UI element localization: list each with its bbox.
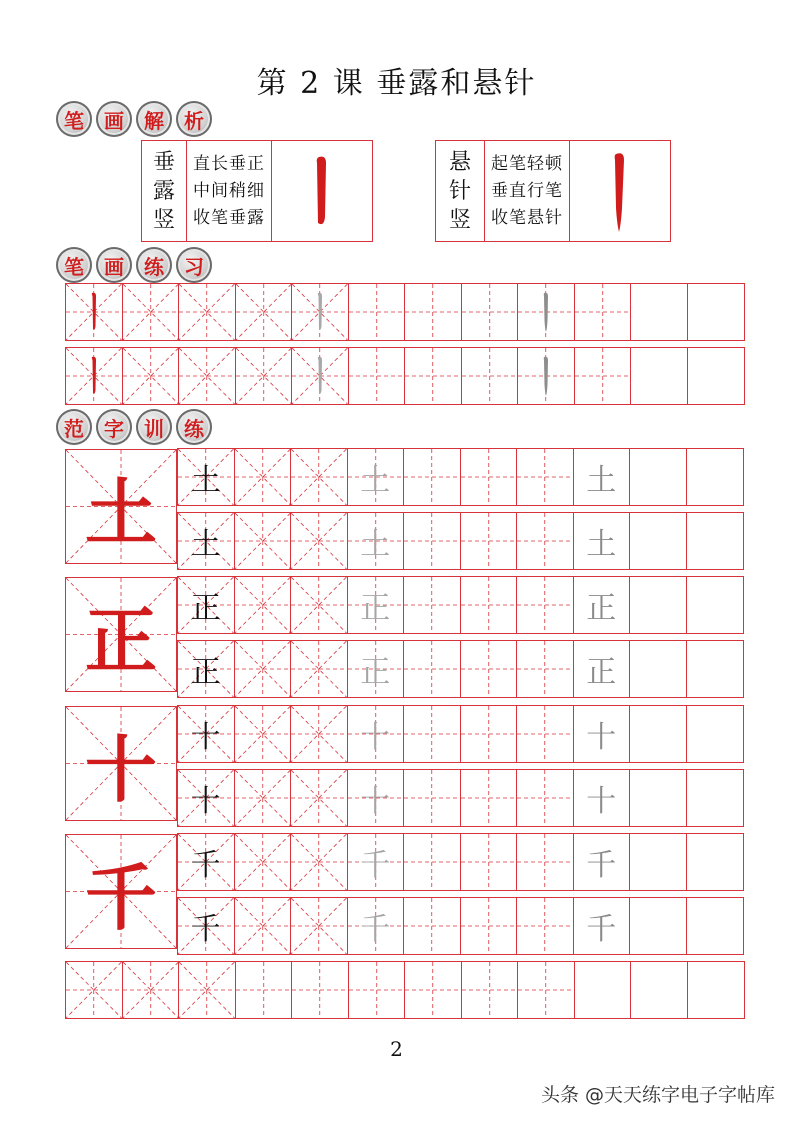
writing-cell[interactable] <box>687 641 744 697</box>
section-badge: 画 <box>96 101 132 137</box>
writing-cell[interactable] <box>687 706 744 762</box>
writing-cell[interactable] <box>235 834 292 890</box>
writing-cell[interactable] <box>178 641 235 697</box>
writing-cell[interactable] <box>574 834 631 890</box>
writing-cell[interactable] <box>178 834 235 890</box>
writing-cell[interactable] <box>630 449 687 505</box>
writing-cell[interactable] <box>574 513 631 569</box>
writing-cell[interactable] <box>123 962 180 1018</box>
writing-cell[interactable] <box>66 284 123 340</box>
stroke-desc-line: 收笔悬针 <box>491 207 563 228</box>
page-title: 第 2 课 垂露和悬针 <box>256 66 537 101</box>
writing-cell[interactable] <box>461 898 518 954</box>
writing-cell[interactable] <box>178 706 235 762</box>
writing-cell[interactable] <box>687 513 744 569</box>
writing-cell[interactable] <box>236 284 293 340</box>
character-glyph: 千 <box>586 912 617 947</box>
writing-cell[interactable] <box>291 834 348 890</box>
writing-cell[interactable] <box>461 834 518 890</box>
writing-cell[interactable] <box>235 641 292 697</box>
writing-cell[interactable] <box>123 348 180 404</box>
writing-cell[interactable] <box>574 449 631 505</box>
section-badge: 练 <box>136 247 172 283</box>
writing-cell[interactable] <box>461 449 518 505</box>
writing-cell[interactable] <box>178 449 235 505</box>
section-badge: 字 <box>96 409 132 445</box>
writing-cell[interactable] <box>688 284 745 340</box>
stroke-sample-chuilu <box>272 141 372 241</box>
stroke-name-char: 悬 <box>448 149 471 175</box>
stroke-name <box>142 141 187 241</box>
stroke-name-char: 垂 <box>152 149 175 175</box>
writing-cell[interactable] <box>235 513 292 569</box>
writing-cell[interactable] <box>291 898 348 954</box>
section-badge: 析 <box>176 101 212 137</box>
writing-cell[interactable] <box>404 641 461 697</box>
practice-row <box>177 833 744 891</box>
character-glyph: 土 <box>190 463 221 498</box>
character-glyph: 土 <box>360 463 391 498</box>
writing-cell[interactable] <box>630 834 687 890</box>
writing-cell[interactable] <box>405 284 462 340</box>
writing-cell[interactable] <box>178 898 235 954</box>
practice-row <box>177 448 744 506</box>
character-glyph: 千 <box>360 912 391 947</box>
character-glyph: 土 <box>586 527 617 562</box>
writing-cell[interactable] <box>517 834 574 890</box>
writing-cell[interactable] <box>235 706 292 762</box>
writing-cell[interactable] <box>179 962 236 1018</box>
writing-cell[interactable] <box>630 706 687 762</box>
writing-cell[interactable] <box>687 770 744 826</box>
character-glyph: 千 <box>190 912 221 947</box>
stroke-description <box>187 141 272 241</box>
writing-cell[interactable] <box>123 284 180 340</box>
writing-cell[interactable] <box>404 834 461 890</box>
character-glyph: 千 <box>360 848 391 883</box>
writing-cell[interactable] <box>291 770 348 826</box>
writing-cell[interactable] <box>348 898 405 954</box>
writing-cell[interactable] <box>575 962 632 1018</box>
writing-cell[interactable] <box>687 898 744 954</box>
practice-row <box>65 283 745 341</box>
character-glyph: 十 <box>190 784 221 819</box>
stroke-name <box>436 141 485 241</box>
writing-cell[interactable] <box>517 898 574 954</box>
writing-cell[interactable] <box>235 577 292 633</box>
character-glyph: 千 <box>586 848 617 883</box>
writing-cell[interactable] <box>518 962 575 1018</box>
writing-cell[interactable] <box>348 706 405 762</box>
section-badge: 笔 <box>56 101 92 137</box>
character-glyph: 十 <box>360 784 391 819</box>
practice-row <box>177 640 744 698</box>
model-character-box <box>65 577 177 692</box>
section-badge: 训 <box>136 409 172 445</box>
character-glyph: 正 <box>190 655 221 690</box>
watermark: 头条 @天天练字电子字帖库 <box>540 1084 775 1106</box>
writing-cell[interactable] <box>517 641 574 697</box>
writing-cell[interactable] <box>631 284 688 340</box>
writing-cell[interactable] <box>518 348 575 404</box>
model-character-box <box>65 449 177 564</box>
writing-cell[interactable] <box>404 577 461 633</box>
stroke-glyph <box>313 291 327 333</box>
character-glyph: 十 <box>586 784 617 819</box>
stroke-desc-line: 中间稍细 <box>193 180 265 201</box>
writing-cell[interactable] <box>517 513 574 569</box>
stroke-name-char: 露 <box>152 178 175 204</box>
writing-cell[interactable] <box>404 449 461 505</box>
writing-cell[interactable] <box>687 834 744 890</box>
character-glyph: 正 <box>360 655 391 690</box>
practice-row <box>65 347 745 405</box>
writing-cell[interactable] <box>574 577 631 633</box>
writing-cell[interactable] <box>462 962 519 1018</box>
writing-cell[interactable] <box>574 770 631 826</box>
writing-cell[interactable] <box>235 898 292 954</box>
stroke-glyph <box>87 355 101 397</box>
writing-cell[interactable] <box>349 284 406 340</box>
character-glyph: 十 <box>586 720 617 755</box>
writing-cell[interactable] <box>461 513 518 569</box>
writing-cell[interactable] <box>292 284 349 340</box>
writing-cell[interactable] <box>404 513 461 569</box>
section-badge: 范 <box>56 409 92 445</box>
writing-cell[interactable] <box>574 706 631 762</box>
writing-cell[interactable] <box>235 449 292 505</box>
model-character-box <box>65 706 177 821</box>
writing-cell[interactable] <box>349 962 406 1018</box>
stroke-info-xuanzhen <box>435 140 671 242</box>
section-badge: 画 <box>96 247 132 283</box>
writing-cell[interactable] <box>291 449 348 505</box>
section-header-practice <box>56 246 212 284</box>
writing-cell[interactable] <box>688 348 745 404</box>
writing-cell[interactable] <box>178 577 235 633</box>
character-glyph: 正 <box>190 591 221 626</box>
character-glyph: 正 <box>586 655 617 690</box>
stroke-glyph <box>87 291 101 333</box>
writing-cell[interactable] <box>631 962 688 1018</box>
writing-cell[interactable] <box>630 641 687 697</box>
section-header-analysis <box>56 100 212 138</box>
section-header-training <box>56 408 212 446</box>
writing-cell[interactable] <box>405 348 462 404</box>
writing-cell[interactable] <box>291 577 348 633</box>
section-badge: 练 <box>176 409 212 445</box>
character-glyph: 十 <box>190 720 221 755</box>
writing-cell[interactable] <box>179 284 236 340</box>
character-glyph: 正 <box>360 591 391 626</box>
writing-cell[interactable] <box>517 577 574 633</box>
writing-cell[interactable] <box>178 770 235 826</box>
writing-cell[interactable] <box>404 770 461 826</box>
model-character-box <box>65 834 177 949</box>
stroke-glyph <box>313 355 327 397</box>
writing-cell[interactable] <box>404 706 461 762</box>
writing-cell[interactable] <box>235 770 292 826</box>
writing-cell[interactable] <box>348 641 405 697</box>
writing-cell[interactable] <box>517 770 574 826</box>
writing-cell[interactable] <box>575 284 632 340</box>
stroke-desc-line: 收笔垂露 <box>193 207 265 228</box>
stroke-desc-line: 垂直行笔 <box>491 180 563 201</box>
character-glyph: 千 <box>190 848 221 883</box>
writing-cell[interactable] <box>348 770 405 826</box>
writing-cell[interactable] <box>461 577 518 633</box>
writing-cell[interactable] <box>292 962 349 1018</box>
writing-cell[interactable] <box>631 348 688 404</box>
writing-cell[interactable] <box>630 577 687 633</box>
writing-cell[interactable] <box>687 577 744 633</box>
stroke-desc-line: 起笔轻顿 <box>491 153 563 174</box>
writing-cell[interactable] <box>630 770 687 826</box>
practice-row <box>177 512 744 570</box>
page-number: 2 <box>390 1037 403 1061</box>
writing-cell[interactable] <box>461 706 518 762</box>
writing-cell[interactable] <box>348 513 405 569</box>
writing-cell[interactable] <box>236 962 293 1018</box>
section-badge: 笔 <box>56 247 92 283</box>
practice-row <box>177 769 744 827</box>
writing-cell[interactable] <box>462 348 519 404</box>
writing-cell[interactable] <box>574 641 631 697</box>
stroke-glyph <box>539 291 553 333</box>
writing-cell[interactable] <box>66 962 123 1018</box>
writing-cell[interactable] <box>575 348 632 404</box>
section-badge: 习 <box>176 247 212 283</box>
section-badge: 解 <box>136 101 172 137</box>
practice-row <box>177 705 744 763</box>
writing-cell[interactable] <box>291 641 348 697</box>
writing-cell[interactable] <box>292 348 349 404</box>
character-glyph: 土 <box>190 527 221 562</box>
stroke-glyph <box>539 355 553 397</box>
stroke-sample-xuanzhen <box>570 141 670 241</box>
stroke-description <box>485 141 570 241</box>
character-glyph: 十 <box>360 720 391 755</box>
writing-cell[interactable] <box>179 348 236 404</box>
stroke-name-char: 针 <box>448 178 471 204</box>
writing-cell[interactable] <box>517 449 574 505</box>
writing-cell[interactable] <box>574 898 631 954</box>
writing-cell[interactable] <box>405 962 462 1018</box>
model-character: 正 <box>84 597 157 683</box>
practice-row <box>177 897 744 955</box>
writing-cell[interactable] <box>630 898 687 954</box>
writing-cell[interactable] <box>517 706 574 762</box>
character-glyph: 土 <box>360 527 391 562</box>
writing-cell[interactable] <box>461 641 518 697</box>
model-character: 千 <box>84 854 157 940</box>
writing-cell[interactable] <box>348 449 405 505</box>
stroke-info-chuilu <box>141 140 373 242</box>
writing-cell[interactable] <box>236 348 293 404</box>
writing-cell[interactable] <box>178 513 235 569</box>
model-character: 土 <box>84 469 157 555</box>
writing-cell[interactable] <box>462 284 519 340</box>
writing-cell[interactable] <box>688 962 745 1018</box>
practice-row <box>65 961 745 1019</box>
writing-cell[interactable] <box>66 348 123 404</box>
stroke-desc-line: 直长垂正 <box>193 153 265 174</box>
writing-cell[interactable] <box>518 284 575 340</box>
writing-cell[interactable] <box>348 577 405 633</box>
writing-cell[interactable] <box>291 706 348 762</box>
writing-cell[interactable] <box>291 513 348 569</box>
character-glyph: 正 <box>586 591 617 626</box>
writing-cell[interactable] <box>687 449 744 505</box>
practice-row <box>177 576 744 634</box>
stroke-name-char: 竖 <box>448 207 471 233</box>
writing-cell[interactable] <box>349 348 406 404</box>
writing-cell[interactable] <box>461 770 518 826</box>
writing-cell[interactable] <box>630 513 687 569</box>
character-glyph: 土 <box>586 463 617 498</box>
writing-cell[interactable] <box>348 834 405 890</box>
model-character: 十 <box>84 726 157 812</box>
writing-cell[interactable] <box>404 898 461 954</box>
stroke-name-char: 竖 <box>152 207 175 233</box>
